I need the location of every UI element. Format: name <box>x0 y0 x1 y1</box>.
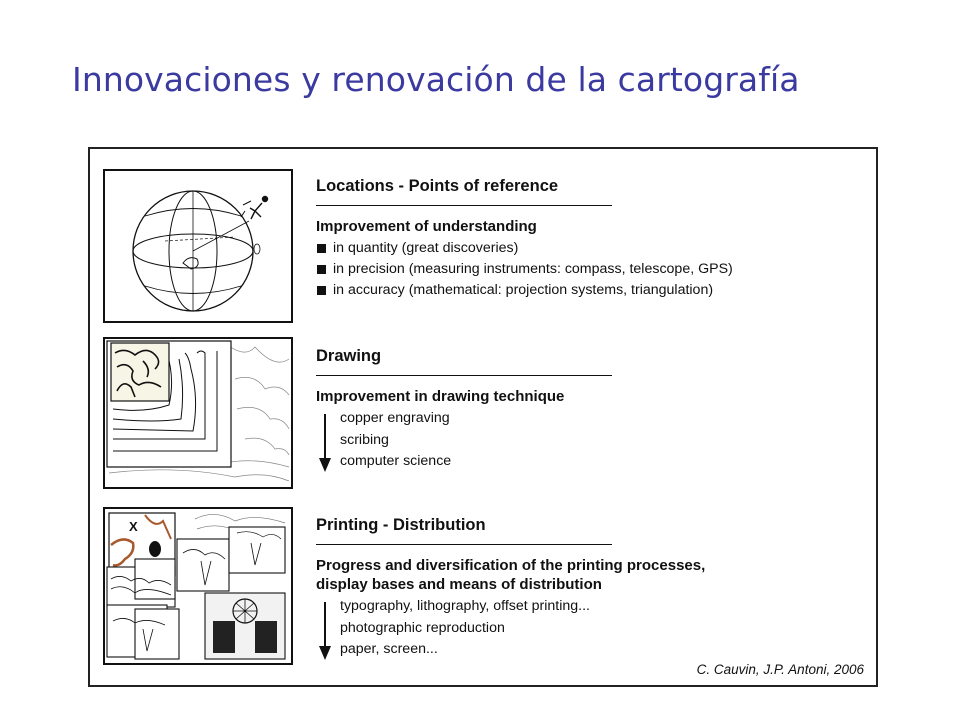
diagram-figure <box>88 147 878 687</box>
list-item: in precision (measuring instruments: compass, telescope, GPS) <box>316 259 871 280</box>
list-item: in accuracy (mathematical: projection systems, triangulation) <box>316 280 871 301</box>
list-item: computer science <box>340 453 452 469</box>
printing-collage-illustration <box>103 507 293 665</box>
progression-list <box>316 596 871 661</box>
figure-credit: C. Cauvin, J.P. Antoni, 2006 <box>696 662 864 677</box>
section-drawing <box>316 346 871 473</box>
list-item: in quantity (great discoveries) <box>316 238 871 259</box>
divider <box>316 375 612 376</box>
list-item: photographic reproduction <box>340 619 505 636</box>
divider <box>316 205 612 206</box>
contour-drawing-illustration <box>103 337 293 489</box>
globe-icon <box>105 171 291 321</box>
slide-title: Innovaciones y renovación de la cartografía <box>72 60 800 99</box>
progression-list <box>316 408 871 473</box>
section-subheading-line-2: display bases and means of distribution <box>316 576 602 593</box>
section-printing <box>316 515 871 661</box>
printed-maps-icon <box>105 509 291 663</box>
map-marker-x: X <box>129 519 138 534</box>
section-subheading: Improvement in drawing technique <box>316 388 565 405</box>
section-locations <box>316 176 871 301</box>
list-item: copper engraving <box>340 410 450 426</box>
contour-map-icon <box>105 339 291 487</box>
globe-illustration <box>103 169 293 323</box>
bullet-list <box>316 238 871 301</box>
divider <box>316 544 612 545</box>
list-item: scribing <box>340 431 389 448</box>
section-subheading-line-1: Progress and diversification of the printing processes, <box>316 557 706 574</box>
section-heading: Drawing <box>316 347 382 365</box>
down-arrow-icon <box>318 414 332 472</box>
down-arrow-icon <box>318 602 332 660</box>
list-item: typography, lithography, offset printing... <box>340 598 591 614</box>
section-heading: Locations - Points of reference <box>316 177 559 195</box>
section-heading: Printing - Distribution <box>316 516 486 534</box>
list-item: paper, screen... <box>340 641 438 657</box>
section-subheading: Improvement of understanding <box>316 218 537 235</box>
